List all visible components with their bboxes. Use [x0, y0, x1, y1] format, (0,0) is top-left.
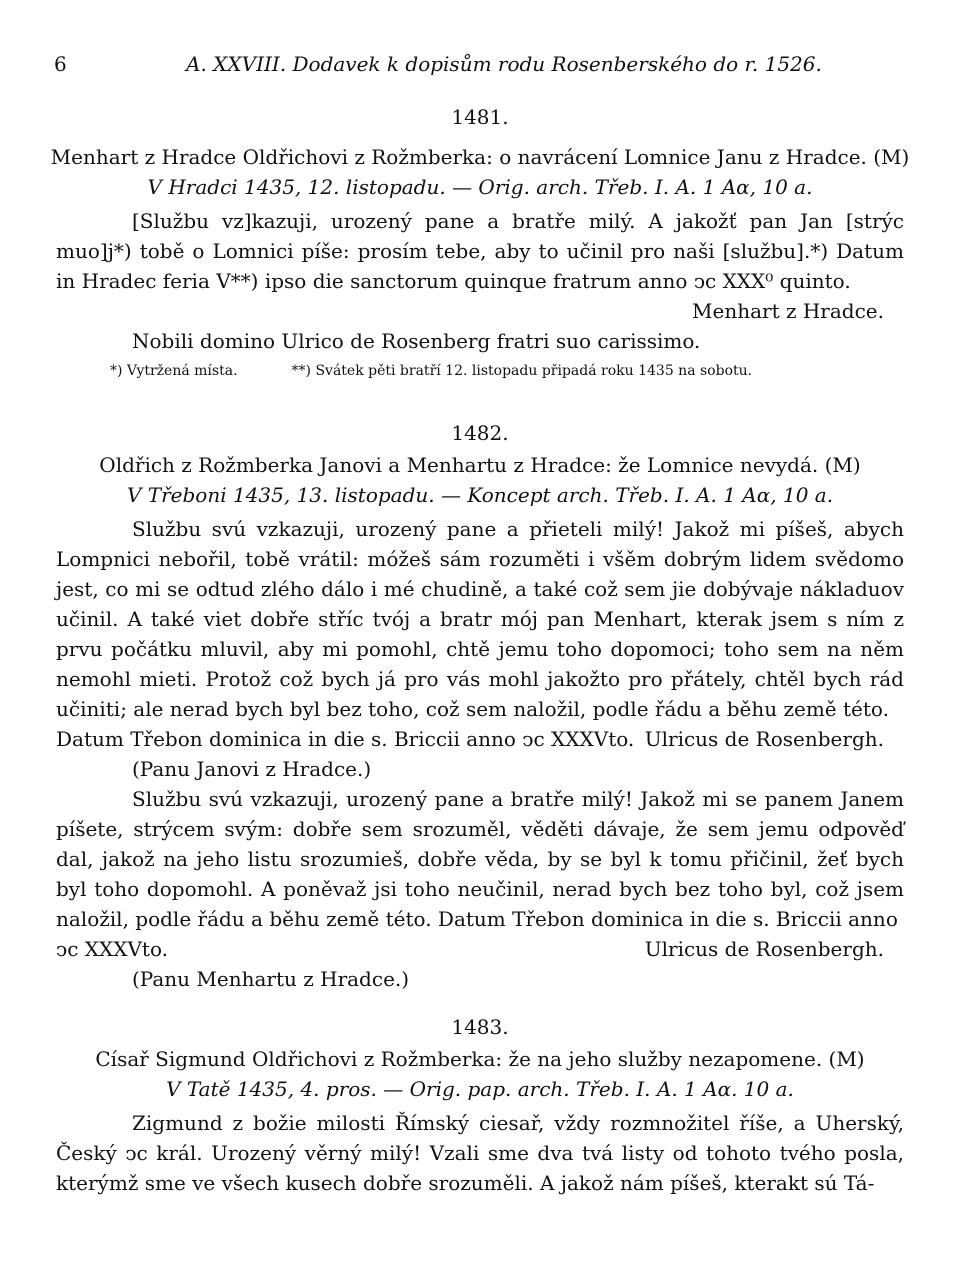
- footnotes: [110, 356, 960, 386]
- entry-1483: [0, 1012, 960, 1198]
- datum: ↄc XXXVto.: [56, 937, 169, 961]
- entry-address-2: (Panu Menhartu z Hradce.): [132, 967, 410, 991]
- entry-signature: Menhart z Hradce.: [692, 299, 884, 323]
- entry-1481: [0, 102, 960, 386]
- entry-number: 1481.: [451, 105, 509, 129]
- entry-subject: Menhart z Hradce Oldřichovi z Rožmberka: o navrácení Lomnice Janu z Hradce. (M): [50, 145, 910, 169]
- entry-text: Zigmund z božie milosti Římský ciesař, vždy rozmnožitel říše, a Uherský, Český ↄc král. Urozený věrný milý! Vzali sme dva tvá listy od tohoto tvého posla, kterýmž sme ve všech kusech dobře srozuměli. A jakož nám píšeš, kterakt sú Tá-: [56, 1111, 904, 1195]
- signature: Ulricus de Rosenbergh.: [644, 727, 884, 751]
- page-header: [0, 52, 960, 82]
- entry-subject: Císař Sigmund Oldřichovi z Rožmberka: že na jeho služby nezapomene. (M): [95, 1047, 865, 1071]
- datum-line: [56, 724, 884, 754]
- entry-source: V Hradci 1435, 12. listopadu. — Orig. arch. Třeb. I. A. 1 Aα, 10 a.: [147, 175, 813, 199]
- entry-source: V Tatě 1435, 4. pros. — Orig. pap. arch. Třeb. I. A. 1 Aα. 10 a.: [166, 1077, 794, 1101]
- datum-line-2: [56, 934, 884, 964]
- entry-1482: [0, 418, 960, 994]
- entry-subject: Oldřich z Rožmberka Janovi a Menhartu z Hradce: že Lomnice nevydá. (M): [99, 453, 861, 477]
- entry-address: (Panu Janovi z Hradce.): [132, 757, 372, 781]
- entry-address: Nobili domino Ulrico de Rosenberg fratri suo carissimo.: [132, 329, 701, 353]
- entry-text: Službu svú vzkazuji, urozený pane a přieteli milý! Jakož mi píšeš, abych Lompnici nebořil, tobě vrátil: móžeš sám rozuměti i všěm dobrým lidem svědomo jest, co mi se odtud zlého dálo i mé chudině, a také což sem jie dobývaje nákladuov učinil. A také viet dobře stříc tvój a bratr mój pan Menhart, kterak jsem s ním z prvu počátku mluvil, aby mi pomohl, chtě jemu toho dopomoci; toho sem na něm nemohl mieti. Protož což bych já pro vás mohl jakožto pro přátely, chtěl bych rád učiniti; ale nerad bych byl bez toho, což sem naložil, podle řádu a běhu země této.: [56, 517, 904, 721]
- datum: Datum Třebon dominica in die s. Briccii anno ↄc XXXVto.: [56, 727, 635, 751]
- running-title: A. XXVIII. Dodavek k dopisům rodu Rosenberského do r. 1526.: [186, 52, 822, 76]
- entry-number: 1483.: [451, 1015, 509, 1039]
- entry-text-2: Službu svú vzkazuji, urozený pane a bratře milý! Jakož mi se panem Janem píšete, strýcem svým: dobře sem srozuměl, věděti dávaje, že sem jemu odpověď dal, jakož na jeho listu srozumieš, dobře věda, by se byl k tomu přičinil, žeť bych byl toho dopomohl. A poněvaž jsi toho neučinil, nerad bych bez toho byl, což jsem naložil, podle řádu a běhu země této. Datum Třebon dominica in die s. Briccii anno: [56, 787, 904, 931]
- entry-text: [Službu vz]kazuji, urozený pane a bratře milý. A jakožť pan Jan [strýc muo]j*) tobě o Lomnici píše: prosím tebe, aby to učinil pro naši [službu].*) Datum in Hradec feria V**) ipso die sanctorum quinque fratrum anno ↄc XXX⁰ quinto.: [56, 209, 904, 293]
- page-number: 6: [54, 52, 67, 76]
- footnote-1: *) Vytržená místa.: [110, 363, 238, 379]
- footnote-2: **) Svátek pěti bratří 12. listopadu připadá roku 1435 na sobotu.: [291, 363, 753, 379]
- entry-source: V Třeboni 1435, 13. listopadu. — Koncept arch. Třeb. I. A. 1 Aα, 10 a.: [126, 483, 834, 507]
- signature: Ulricus de Rosenbergh.: [644, 937, 884, 961]
- entry-number: 1482.: [451, 421, 509, 445]
